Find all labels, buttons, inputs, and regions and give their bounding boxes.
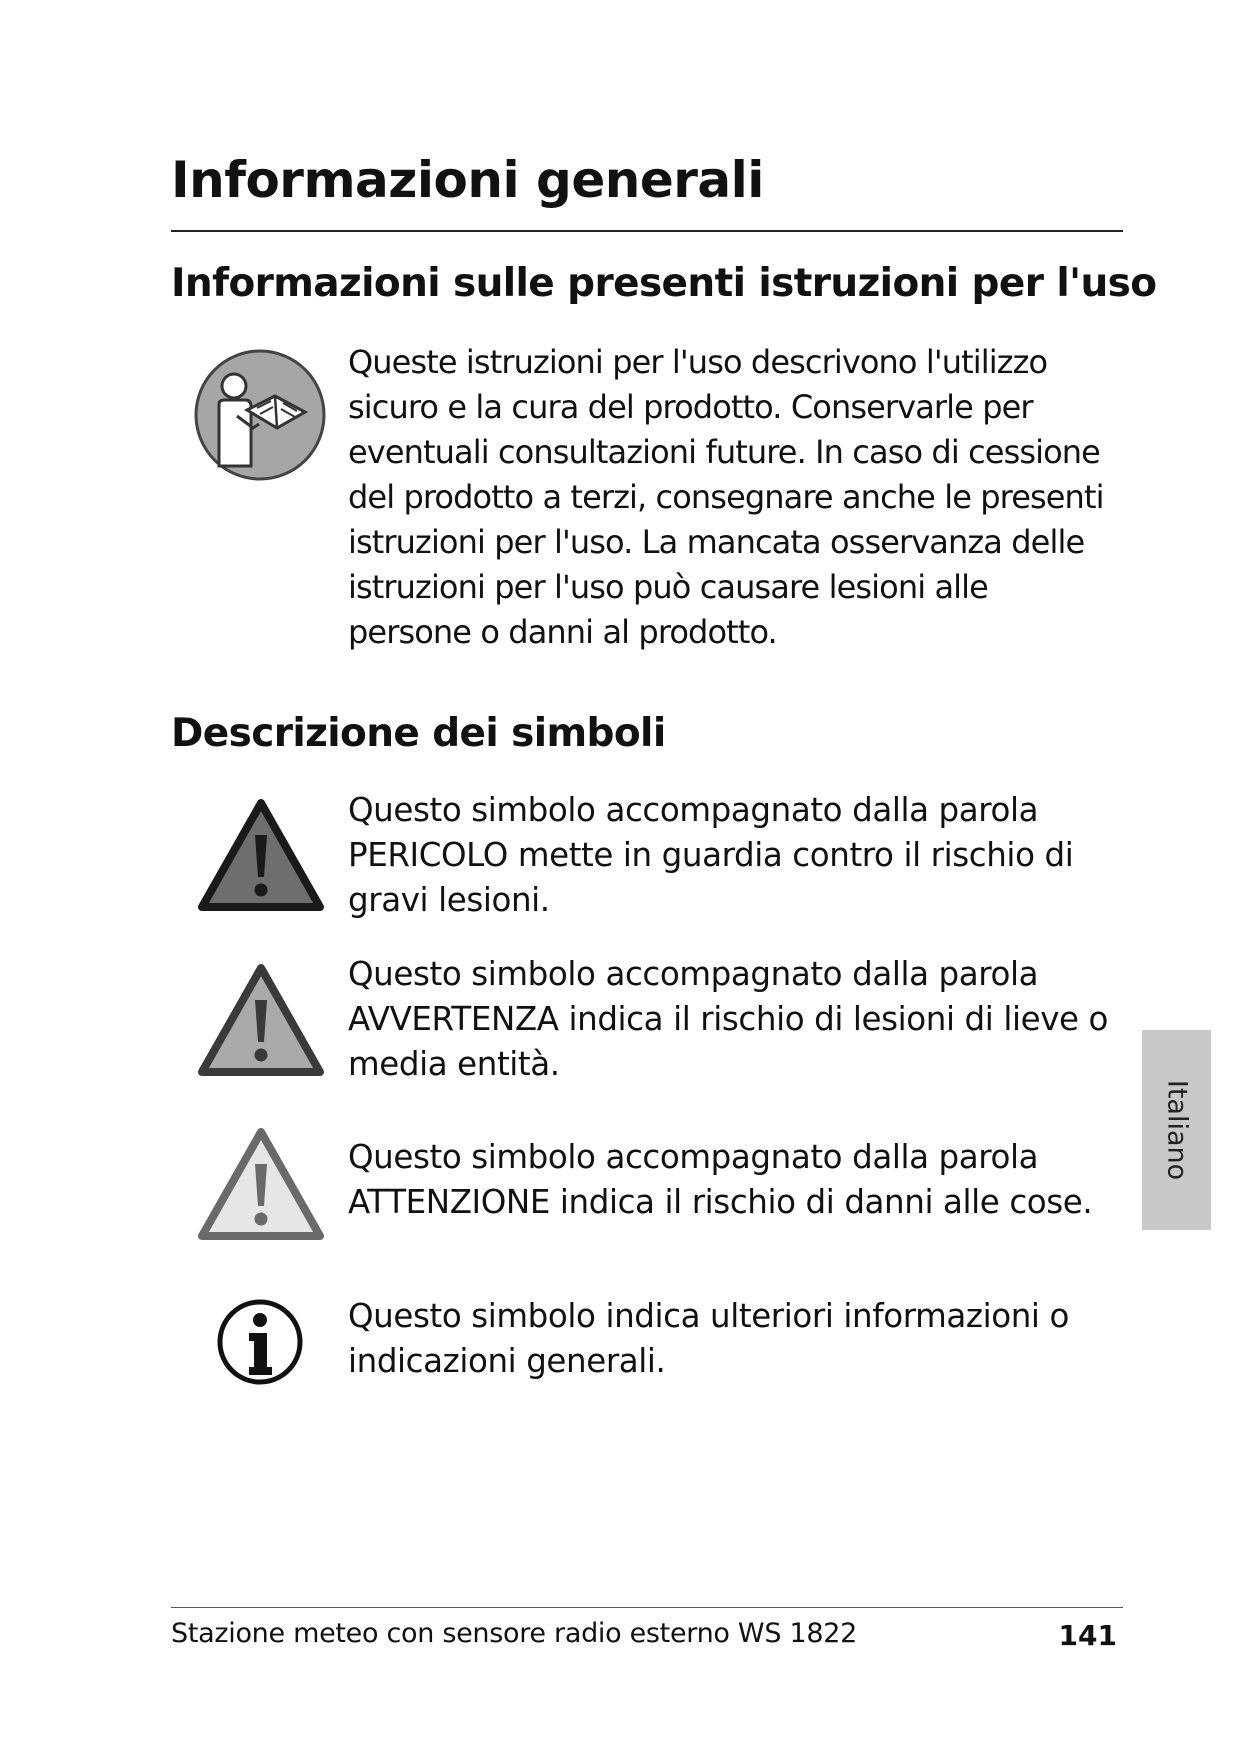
page-number: 141 [1058,1619,1117,1652]
danger-symbol-description: Questo simbolo accompagnato dalla parola PERICOLO mette in guardia contro il rischio di gravi lesioni. [348,791,1074,919]
read-manual-icon [193,348,327,482]
warning-symbol-description: Questo simbolo accompagnato dalla parola AVVERTENZA indica il rischio di lesioni di lieve o media entità. [348,955,1109,1083]
info-symbol-description: Questo simbolo indica ulteriori informazioni o indicazioni generali. [348,1297,1069,1380]
title-divider [171,230,1123,232]
page-title: Informazioni generali [171,151,764,209]
caution-symbol-description: Questo simbolo accompagnato dalla parola ATTENZIONE indica il rischio di danni alle cose. [348,1138,1093,1221]
caution-triangle-icon [196,1126,326,1244]
footer-product-name: Stazione meteo con sensore radio esterno WS 1822 [171,1618,857,1649]
instructions-paragraph: Queste istruzioni per l'uso descrivono l'utilizzo sicuro e la cura del prodotto. Conservarle per eventuali consultazioni future. In caso di cessione del prodotto a terzi, consegnare anche le presenti istruzioni per l'uso. La mancata osservanza delle istruzioni per l'uso può causare lesioni alle persone o danni al prodotto. [348,343,1104,651]
danger-triangle-icon [196,797,326,915]
language-tab-label: Italiano [1161,1079,1192,1181]
section-heading-symbols: Descrizione dei simboli [171,711,666,756]
language-tab [1142,1030,1211,1230]
footer-divider [171,1607,1123,1608]
section-heading-instructions: Informazioni sulle presenti istruzioni per l'uso [171,261,1157,306]
warning-triangle-icon [196,962,326,1080]
info-icon [215,1297,305,1387]
